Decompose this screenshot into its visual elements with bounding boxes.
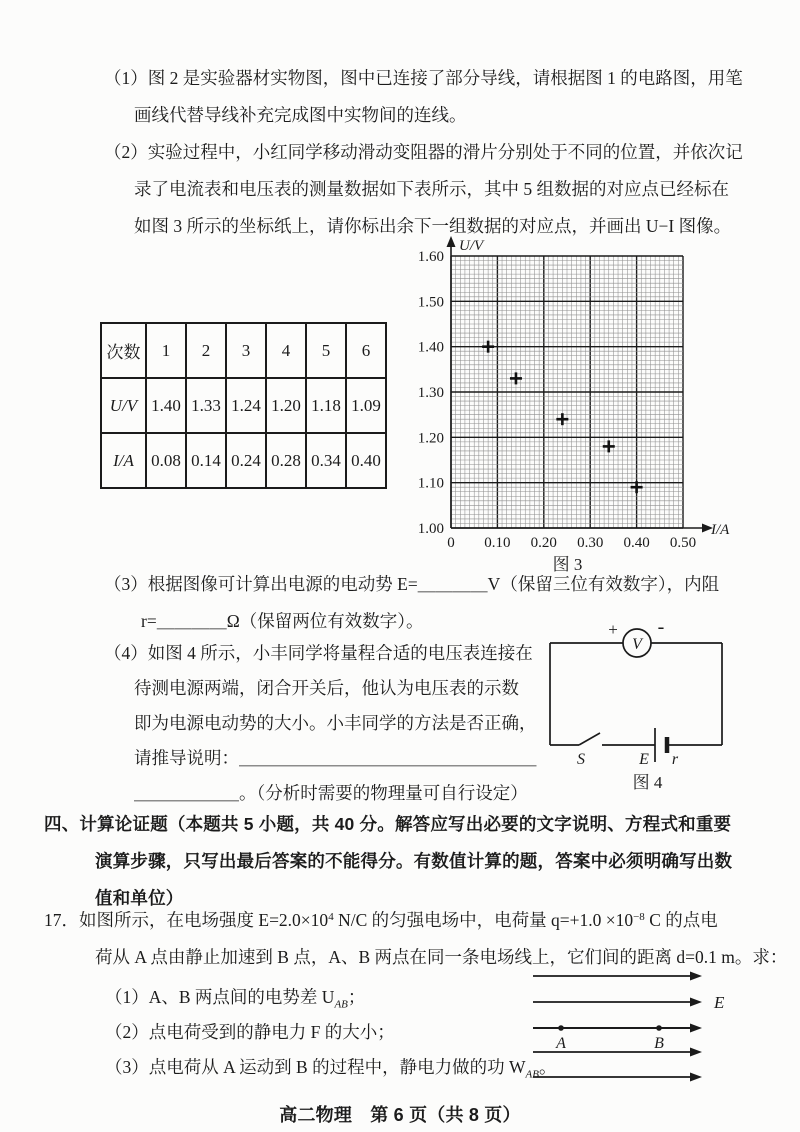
point-b-label: B — [654, 1035, 664, 1052]
q17-text: N/C 的匀强电场中，电荷量 q=+1.0 ×10 — [333, 910, 634, 930]
current-value: 0.24 — [226, 433, 266, 488]
field-strength-label: E — [714, 993, 725, 1012]
section-4-heading — [44, 806, 769, 917]
item-text: （3）点电荷从 A 运动到 B 的过程中，静电力做的功 W — [105, 1057, 526, 1077]
item-text: ； — [347, 987, 366, 1007]
svg-text:0: 0 — [447, 535, 455, 551]
switch-blade-icon — [579, 733, 600, 745]
q17-item-2: （2）点电荷受到的静电力 F 的大小； — [105, 1022, 395, 1042]
question-4-block — [104, 636, 564, 811]
svg-text:0.50: 0.50 — [669, 535, 697, 551]
svg-text:1.50: 1.50 — [417, 294, 444, 311]
question-3-line-2: r=＿＿＿＿Ω（保留两位有效数字）。 — [141, 611, 424, 631]
voltage-value: 1.18 — [306, 378, 346, 433]
question-4-line-4: 请推导说明：＿＿＿＿＿＿＿＿＿＿＿＿＿＿＿＿＿ — [134, 748, 537, 768]
point-b-dot — [656, 1025, 662, 1031]
question-17-line-2: 荷从 A 点由静止加速到 B 点，A、B 两点在同一条电场线上，它们间的距离 d=0.1 m。求： — [95, 947, 788, 967]
voltage-value: 1.20 — [266, 378, 306, 433]
table-row — [101, 378, 386, 433]
question-4-line-1: （4）如图 4 所示，小丰同学将量程合适的电压表连接在 — [104, 643, 533, 663]
voltmeter-label: V — [632, 636, 642, 653]
svg-text:1.30: 1.30 — [417, 385, 444, 401]
svg-text:0.40: 0.40 — [623, 535, 650, 551]
question-17-line-1 — [44, 902, 769, 939]
field-line-arrow-icon — [533, 1073, 702, 1082]
table-header-current: I/A — [101, 433, 146, 488]
current-value: 0.14 — [186, 433, 226, 488]
trial-number: 6 — [346, 323, 386, 378]
question-1-line-2: 画线代替导线补充完成图中实物间的连线。 — [134, 105, 467, 125]
q17-item-3 — [105, 1050, 557, 1085]
figure-4-circuit — [545, 612, 750, 770]
voltage-value: 1.40 — [146, 378, 186, 433]
switch-label: S — [577, 751, 585, 768]
voltage-value: 1.09 — [346, 378, 386, 433]
trial-number: 2 — [186, 323, 226, 378]
question-4-line-3: 即为电源电动势的大小。小丰同学的方法是否正确， — [134, 713, 537, 733]
svg-text:0.20: 0.20 — [530, 535, 557, 551]
svg-text:1.00: 1.00 — [417, 521, 444, 537]
table-row — [101, 433, 386, 488]
current-value: 0.40 — [346, 433, 386, 488]
svg-text:1.60: 1.60 — [417, 249, 444, 265]
field-line-arrow-icon — [533, 972, 702, 981]
emf-label: E — [639, 751, 649, 768]
trial-number: 4 — [266, 323, 306, 378]
svg-text:1.10: 1.10 — [417, 475, 444, 492]
internal-resistance-label: r — [671, 751, 679, 768]
question-1-2-block — [104, 60, 754, 245]
question-4-line-5: ＿＿＿＿＿＿。（分析时需要的物理量可自行设定） — [134, 783, 528, 803]
question-3-line-1: （3）根据图像可计算出电源的电动势 E=＿＿＿＿V（保留三位有效数字），内阻 — [104, 574, 720, 594]
subscript: AB — [525, 1068, 539, 1081]
q17-text: C 的点电 — [644, 910, 718, 930]
current-value: 0.08 — [146, 433, 186, 488]
item-text: 。 — [538, 1057, 557, 1077]
figure-4-caption: 图 4 — [632, 773, 663, 792]
svg-text:1.20: 1.20 — [417, 430, 444, 447]
question-2-line-1: （2）实验过程中，小红同学移动滑动变阻器的滑片分别处于不同的位置，并依次记 — [104, 142, 743, 162]
figure-3-caption: 图 3 — [552, 555, 583, 574]
exponent: 4 — [328, 911, 334, 923]
trial-number: 3 — [226, 323, 266, 378]
plus-terminal-label: + — [608, 620, 618, 639]
svg-text:1.40: 1.40 — [417, 339, 444, 356]
svg-text:I/A: I/A — [711, 522, 730, 538]
point-a-label: A — [556, 1035, 566, 1052]
question-4-line-2: 待测电源两端，闭合开关后，他认为电压表的示数 — [134, 678, 519, 698]
section-4-line-3: 值和单位） — [95, 888, 184, 908]
field-line-arrow-icon — [533, 998, 702, 1007]
field-lines-figure — [518, 960, 763, 1090]
exponent: −8 — [633, 911, 645, 923]
point-a-dot — [558, 1025, 564, 1031]
table-header-voltage: U/V — [101, 378, 146, 433]
measurement-table — [100, 322, 387, 489]
trial-number: 1 — [146, 323, 186, 378]
trial-number: 5 — [306, 323, 346, 378]
svg-text:U/V: U/V — [459, 238, 484, 254]
current-value: 0.34 — [306, 433, 346, 488]
section-4-line-1: 四、计算论证题（本题共 5 小题，共 40 分。解答应写出必要的文字说明、方程式和重要 — [44, 814, 732, 834]
voltage-value: 1.33 — [186, 378, 226, 433]
subscript: AB — [334, 998, 348, 1011]
ui-graph-figure-3 — [405, 236, 750, 556]
q17-text: 17．如图所示，在电场强度 E=2.0×10 — [44, 910, 329, 930]
section-4-line-2: 演算步骤，只写出最后答案的不能得分。有数值计算的题，答案中必须明确写出数 — [95, 851, 733, 871]
page-footer: 高二物理 第 6 页（共 8 页） — [279, 1105, 521, 1125]
current-value: 0.28 — [266, 433, 306, 488]
svg-text:0.10: 0.10 — [484, 535, 511, 551]
q17-item-1 — [105, 980, 544, 1015]
minus-terminal-label: - — [657, 616, 665, 638]
question-1-line-1: （1）图 2 是实验器材实物图，图中已连接了部分导线，请根据图 1 的电路图，用笔 — [104, 68, 743, 88]
question-17-items — [44, 980, 557, 1085]
table-row — [101, 323, 386, 378]
item-text: （1）A、B 两点间的电势差 U — [105, 987, 335, 1007]
voltage-value: 1.24 — [226, 378, 266, 433]
table-header-trial: 次数 — [101, 323, 146, 378]
question-2-line-3: 如图 3 所示的坐标纸上，请你标出余下一组数据的对应点，并画出 U−I 图像。 — [134, 216, 732, 236]
svg-text:0.30: 0.30 — [577, 535, 604, 551]
question-2-line-2: 录了电流表和电压表的测量数据如下表所示，其中 5 组数据的对应点已经标在 — [134, 179, 729, 199]
